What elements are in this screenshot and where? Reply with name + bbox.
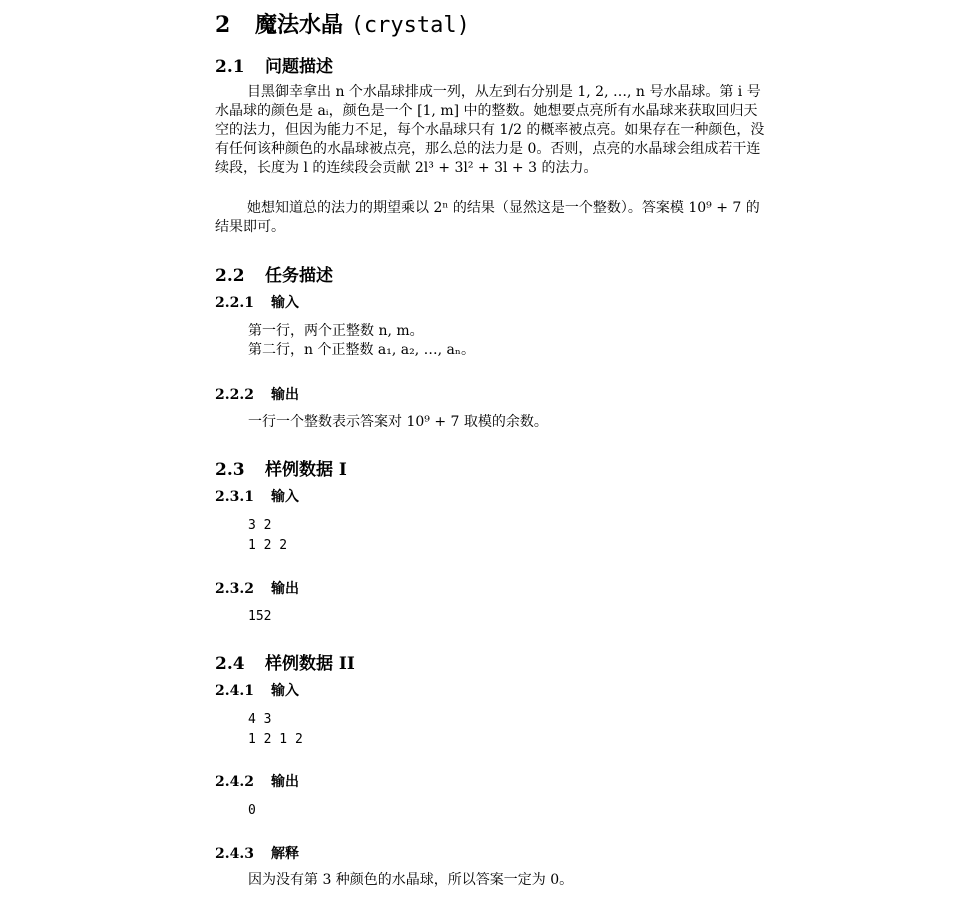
section-number: 2.2.1 (215, 295, 254, 311)
heading-text: 输入 (271, 683, 299, 699)
input-line-1: 第一行，两个正整数 n, m。 (248, 323, 424, 339)
sample-2-input-line-1: 4 3 (248, 712, 272, 727)
heading-sample-1-output (215, 578, 299, 598)
heading-sample-2-input (215, 680, 299, 700)
heading-text: 输入 (271, 489, 299, 505)
section-number: 2.4.3 (215, 846, 254, 862)
section-number: 2.3.1 (215, 489, 254, 505)
explanation-line-1: 因为没有第 3 种颜色的水晶球，所以答案一定为 0。 (248, 872, 574, 888)
heading-text: 任务描述 (265, 266, 333, 286)
sample-2-output-line-1: 0 (248, 803, 256, 818)
description-paragraph-1: 目黑御幸拿出 n 个水晶球排成一列，从左到右分别是 1, 2, …, n 号水晶球。第 i 号水晶球的颜色是 aᵢ，颜色是一个 [1, m] 中的整数。她想要点亮所有水晶球来获取回归天空的法力，但因为能力不足，每个水晶球只有 1/2 的概率被点亮。如果存在一种颜色，没有任何该种颜色的水晶球被点亮，那么总的法力是 0。否则，点亮的水晶球会组成若干连续段，长度为 l 的连续段会贡献 2l³ + 3l² + 3l + 3 的法力。 (215, 84, 765, 176)
heading-sample-2 (215, 649, 355, 674)
sample-1-input-line-2: 1 2 2 (248, 538, 288, 553)
heading-problem-description (215, 52, 333, 77)
heading-text: 输出 (271, 581, 299, 597)
section-number: 2.4 (215, 654, 245, 674)
section-number: 2.1 (215, 57, 245, 77)
section-number: 2.4.1 (215, 683, 254, 699)
heading-text: 解释 (271, 846, 299, 862)
heading-text: 输入 (271, 295, 299, 311)
heading-sample-1 (215, 455, 347, 480)
section-number: 2.2.2 (215, 387, 254, 403)
section-number: 2.3.2 (215, 581, 254, 597)
sample-1-output-line-1: 152 (248, 609, 272, 624)
heading-text: 样例数据 II (265, 654, 355, 674)
description-paragraph-2: 她想知道总的法力的期望乘以 2ⁿ 的结果（显然这是一个整数）。答案模 10⁹ + 7 的结果即可。 (215, 200, 760, 235)
heading-text: 样例数据 I (265, 460, 347, 480)
problem-title (215, 8, 470, 39)
output-line-1: 一行一个整数表示答案对 10⁹ + 7 取模的余数。 (248, 414, 548, 430)
heading-task-description (215, 261, 333, 286)
sample-1-input-line-1: 3 2 (248, 518, 272, 533)
heading-input (215, 292, 299, 312)
input-line-2: 第二行，n 个正整数 a₁, a₂, …, aₙ。 (248, 342, 475, 358)
section-number: 2.3 (215, 460, 245, 480)
heading-text: 输出 (271, 774, 299, 790)
heading-text: 输出 (271, 387, 299, 403)
heading-text: 问题描述 (265, 57, 333, 77)
heading-sample-2-output (215, 771, 299, 791)
section-number: 2.4.2 (215, 774, 254, 790)
section-number: 2.2 (215, 266, 245, 286)
sample-2-input-line-2: 1 2 1 2 (248, 732, 303, 747)
heading-output (215, 384, 299, 404)
section-number: 2 (215, 12, 231, 38)
heading-sample-1-input (215, 486, 299, 506)
title-text: 魔法水晶 (255, 12, 344, 38)
title-code: (crystal) (350, 13, 470, 38)
heading-explanation (215, 843, 299, 863)
